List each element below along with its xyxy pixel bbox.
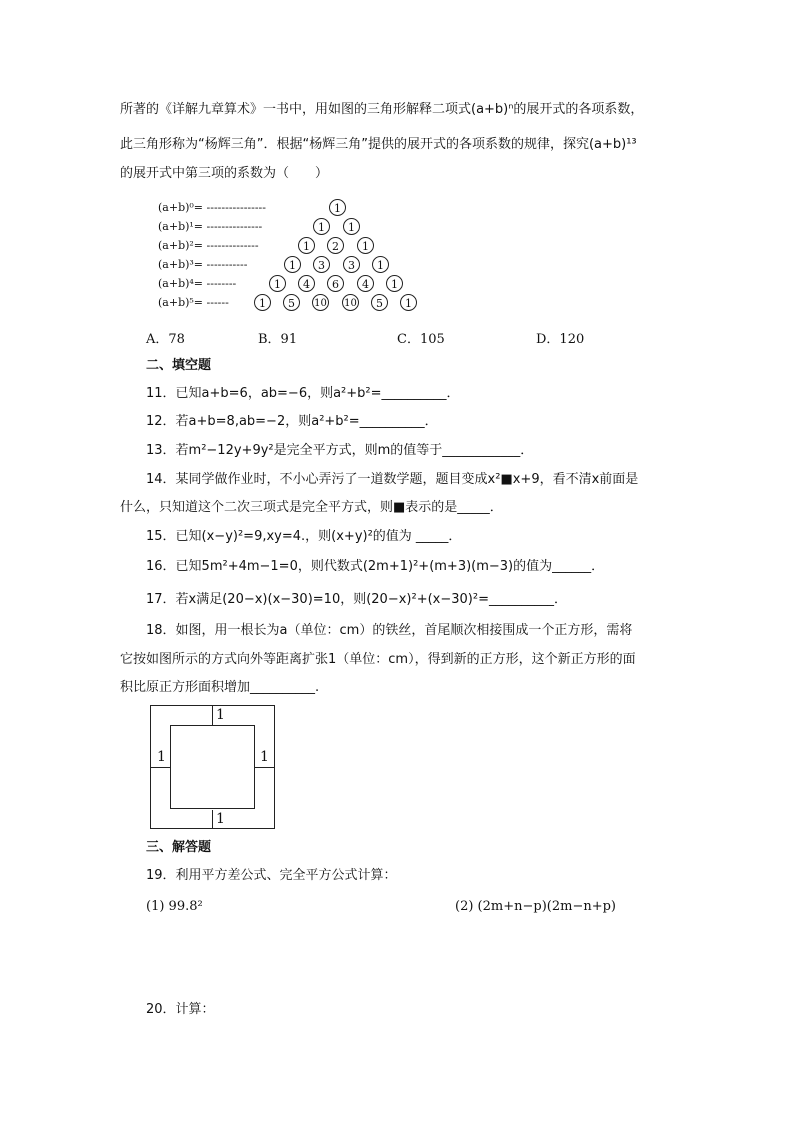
question-16: 16．已知5m²+4m−1=0，则代数式(2m+1)²+(m+3)(m−3)的值为______．	[146, 559, 605, 574]
question-19-title: 19．利用平方差公式、完全平方公式计算：	[146, 868, 397, 883]
coefficient-circle: 1	[329, 199, 346, 216]
coefficient-circle: 5	[283, 294, 300, 311]
coefficient-circle: 10	[312, 294, 329, 311]
question-11: 11．已知a+b=6，ab=−6，则a²+b²=__________．	[146, 386, 460, 401]
intro-line-1: 所著的《详解九章算术》一书中，用如图的三角形解释二项式(a+b)ⁿ的展开式的各项系数，	[120, 102, 644, 117]
triangle-row-label: (a+b)¹= ---------------	[158, 220, 263, 233]
right-tick	[255, 767, 274, 768]
label-top: 1	[216, 707, 225, 723]
option-d: D．120	[536, 332, 585, 347]
triangle-row-label: (a+b)⁰= ----------------	[158, 201, 266, 214]
question-18-line-3: 积比原正方形面积增加__________.	[120, 680, 320, 695]
coefficient-circle: 4	[298, 275, 315, 292]
intro-line-2: 此三角形称为“杨辉三角”．根据“杨辉三角”提供的展开式的各项系数的规律，探究(a+b)¹³	[120, 137, 637, 152]
section-heading-fill-in: 二、填空题	[146, 358, 212, 373]
question-12: 12．若a+b=8,ab=−2，则a²+b²=__________．	[146, 414, 438, 429]
question-14-line-2: 什么，只知道这个二次三项式是完全平方式，则■表示的是_____．	[120, 500, 503, 515]
question-19-part-2: (2) (2m+n−p)(2m−n+p)	[455, 899, 616, 914]
coefficient-circle: 10	[342, 294, 359, 311]
question-19-part-1: (1) 99.8²	[146, 899, 203, 914]
coefficient-circle: 1	[269, 275, 286, 292]
coefficient-circle: 1	[400, 294, 417, 311]
coefficient-circle: 1	[386, 275, 403, 292]
coefficient-circle: 1	[357, 237, 374, 254]
question-14-line-1: 14．某同学做作业时，不小心弄污了一道数学题，题目变成x²■x+9，看不清x前面是	[146, 472, 639, 487]
coefficient-circle: 3	[343, 256, 360, 273]
coefficient-circle: 1	[254, 294, 271, 311]
coefficient-circle: 2	[327, 237, 344, 254]
coefficient-circle: 1	[313, 218, 330, 235]
option-c: C．105	[397, 332, 445, 347]
triangle-row-label: (a+b)⁴= --------	[158, 277, 237, 290]
triangle-row-label: (a+b)⁵= ------	[158, 296, 229, 309]
top-tick	[212, 706, 213, 725]
coefficient-circle: 1	[343, 218, 360, 235]
label-bottom: 1	[216, 811, 225, 827]
question-13: 13．若m²−12y+9y²是完全平方式，则m的值等于____________．	[146, 443, 534, 458]
triangle-row-label: (a+b)³= -----------	[158, 258, 248, 271]
coefficient-circle: 1	[298, 237, 315, 254]
question-17: 17．若x满足(20−x)(x−30)=10，则(20−x)²+(x−30)²=__________．	[146, 592, 567, 607]
question-18-line-1: 18．如图，用一根长为a（单位：cm）的铁丝，首尾顺次相接围成一个正方形，需将	[146, 623, 633, 638]
section-heading-answer: 三、解答题	[146, 840, 212, 855]
intro-line-3: 的展开式中第三项的系数为（ ）	[120, 166, 329, 181]
left-tick	[151, 767, 170, 768]
coefficient-circle: 6	[327, 275, 344, 292]
question-20: 20．计算：	[146, 1002, 215, 1017]
coefficient-circle: 3	[313, 256, 330, 273]
coefficient-circle: 1	[372, 256, 389, 273]
question-18-line-2: 它按如图所示的方式向外等距离扩张1（单位：cm），得到新的正方形，这个新正方形的面	[120, 652, 636, 667]
triangle-row-label: (a+b)²= --------------	[158, 239, 259, 252]
question-15: 15．已知(x−y)²=9,xy=4.，则(x+y)²的值为 _____．	[146, 529, 462, 544]
option-a: A．78	[146, 332, 185, 347]
label-right: 1	[260, 749, 269, 765]
coefficient-circle: 4	[357, 275, 374, 292]
option-b: B．91	[258, 332, 298, 347]
coefficient-circle: 1	[284, 256, 301, 273]
coefficient-circle: 5	[371, 294, 388, 311]
label-left: 1	[157, 749, 166, 765]
inner-square	[170, 725, 255, 809]
bottom-tick	[212, 810, 213, 829]
square-figure	[150, 705, 275, 829]
